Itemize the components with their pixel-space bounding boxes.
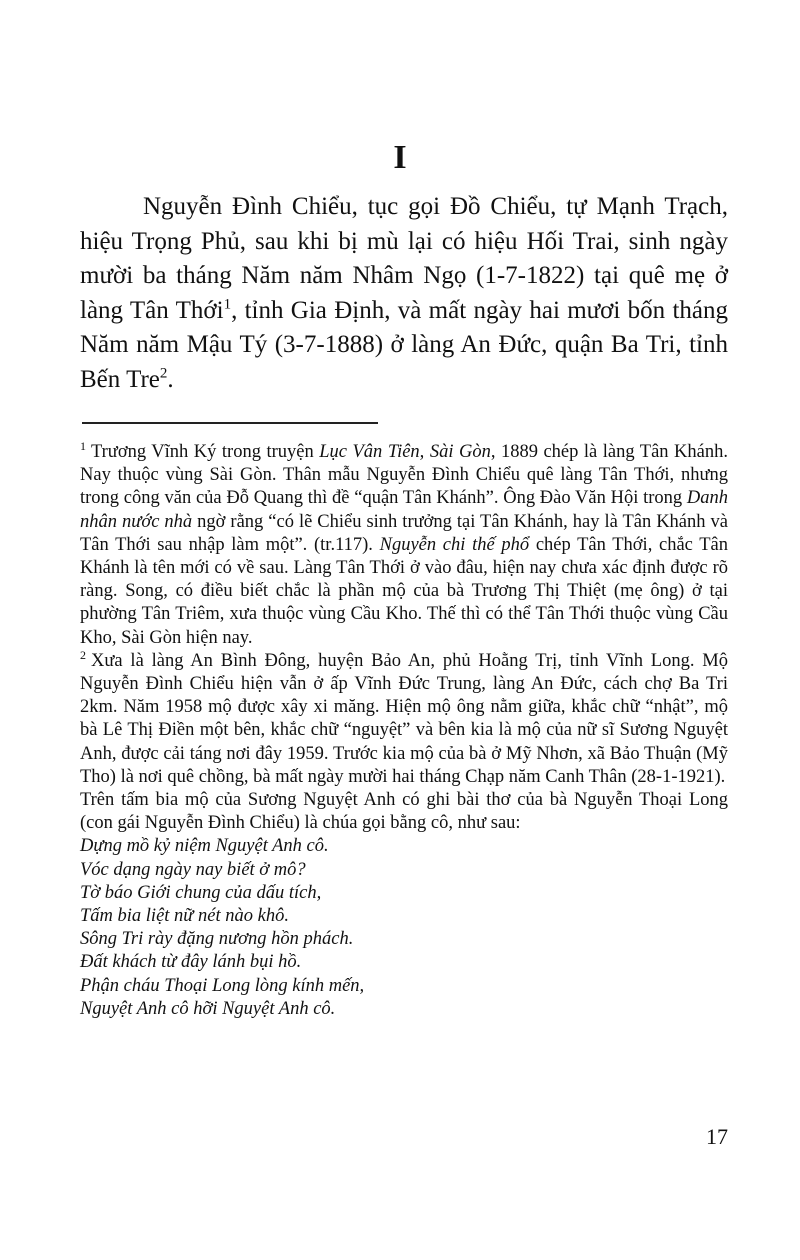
footnote-2-continuation: Trên tấm bia mộ của Sương Nguyệt Anh có ghi bài thơ của bà Nguyễn Thoại Long (con gái Nguyễn Đình Chiểu) là chúa gọi bằng cô, như sau: <box>80 790 728 834</box>
poem-line: Dựng mồ kỷ niệm Nguyệt Anh cô. <box>80 836 329 857</box>
footnote-1-marker: 1 <box>80 438 86 453</box>
main-text-part-2: , tỉnh Gia Định, và mất ngày hai mươi bốn tháng Năm năm Mậu Tý (3-7-1888) ở làng An Đức, quận Ba Tri, tỉnh Bến Tre <box>80 296 728 393</box>
poem-line: Phận cháu Thoại Long lòng kính mến, <box>80 975 365 996</box>
poem-line: Tờ báo Giới chung của dấu tích, <box>80 882 322 903</box>
footnote-separator <box>82 422 378 424</box>
footnote-1 <box>80 438 728 650</box>
poem-line: Vóc dạng ngày nay biết ở mô? <box>80 859 306 880</box>
main-paragraph-block <box>80 190 728 398</box>
footnote-1-title-nguyen-chi: Nguyễn chi thế phổ <box>379 534 530 555</box>
poem-line: Đất khách từ đây lánh bụi hồ. <box>80 952 302 973</box>
footnote-1-title-luc-van-tien: Lục Vân Tiên, Sài Gòn <box>319 442 491 462</box>
footnotes <box>80 438 728 1021</box>
poem-line: Nguyệt Anh cô hỡi Nguyệt Anh cô. <box>80 998 336 1019</box>
main-paragraph <box>80 190 728 398</box>
poem-line: Sông Tri rày đặng nương hồn phách. <box>80 929 354 950</box>
footnote-1-text-d: chép Tân Thới, chắc Tân Khánh là tên mới có về sau. Làng Tân Thới ở vào đâu, hiện nay chưa xác định được rõ ràng. Song, có điều biết chắc là phần mộ của bà Trương Thị Thiệt (mẹ ông) ở tại phường Tân Triêm, xưa thuộc vùng Cầu Kho. Thế thì có thể Tân Thới thuộc vùng Cầu Kho, Sài Gòn hiện nay. <box>80 534 728 648</box>
footnote-ref-2: 2 <box>159 365 168 382</box>
chapter-heading: I <box>393 139 407 176</box>
main-text-part-1: Nguyễn Đình Chiểu, tục gọi Đồ Chiểu, tự Mạnh Trạch, hiệu Trọng Phủ, sau khi bị mù lại có hiệu Hối Trai, sinh ngày mười ba tháng Năm năm Nhâm Ngọ (1-7-1822) tại quê mẹ ở làng Tân Thới <box>80 193 728 324</box>
footnote-1-text-c: ngờ rằng “có lẽ Chiểu sinh trưởng tại Tân Khánh, hay là Tân Khánh và Tân Thới sau nhập làm một”. (tr.117). <box>80 511 728 555</box>
poem <box>80 835 728 1021</box>
main-text-end: . <box>167 365 174 393</box>
footnote-1-title-danh-nhan: Danh nhân nước nhà <box>80 488 728 532</box>
footnote-2-marker: 2 <box>80 647 86 662</box>
page-number: 17 <box>706 1124 728 1149</box>
footnote-ref-1: 1 <box>223 296 232 313</box>
footnote-1-text-b: , 1889 chép là làng Tân Khánh. Nay thuộc vùng Sài Gòn. Thân mẫu Nguyễn Đình Chiểu quê làng Tân Thới, nhưng trong công văn của Đỗ Quang thì đề “quận Tân Khánh”. Ông Đào Văn Hội trong <box>80 442 728 509</box>
footnote-2-text: Xưa là làng An Bình Đông, huyện Bảo An, phủ Hoằng Trị, tỉnh Vĩnh Long. Mộ Nguyễn Đình Chiểu hiện vẫn ở ấp Vĩnh Đức Trung, làng An Đức, cách chợ Ba Tri 2km. Năm 1958 mộ được xây xi măng. Hiện mộ ông nằm giữa, khắc chữ “nhật”, mộ bà Lê Thị Điền một bên, khắc chữ “nguyệt” và bên kia là mộ của nữ sĩ Sương Nguyệt Anh, được cải táng nơi đây 1959. Trước kia mộ của bà ở Mỹ Nhơn, xã Bảo Thuận (Mỹ Tho) là nơi quê chồng, bà mất ngày mười hai tháng Chạp năm Canh Thân (28-1-1921). <box>80 650 728 787</box>
footnote-1-text-a: Trương Vĩnh Ký trong truyện <box>91 442 320 462</box>
footnote-2 <box>80 647 728 789</box>
poem-line: Tấm bia liệt nữ nét nào khô. <box>80 906 289 927</box>
